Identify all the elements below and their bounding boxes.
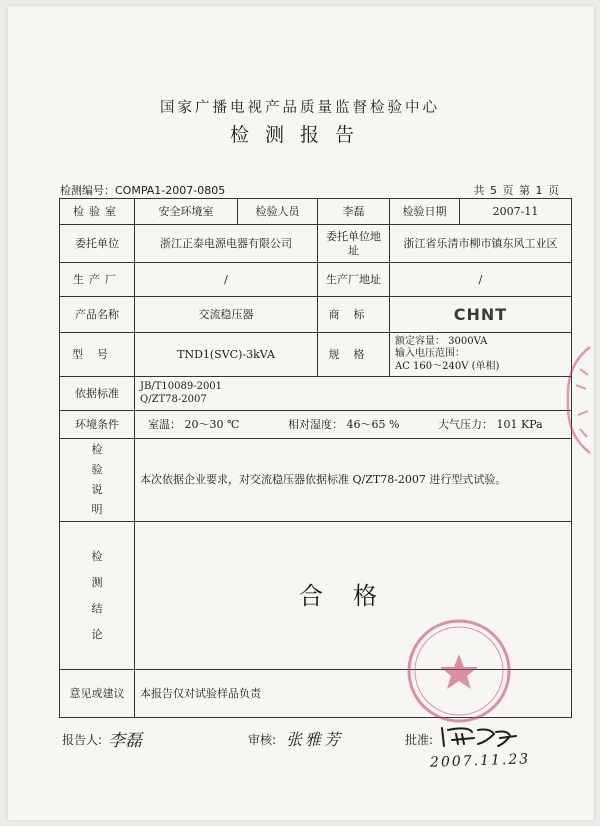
table-row: [60, 199, 572, 225]
env-humidity: 相对湿度： 46～65 %: [288, 417, 400, 431]
brand-label: 商标: [318, 297, 390, 333]
maker-value: /: [135, 263, 318, 297]
conclusion-text: 合格: [135, 522, 572, 670]
label-char: 测: [91, 575, 103, 589]
table-row: [60, 225, 572, 263]
env-pressure: 大气压力： 101 KPa: [438, 417, 543, 431]
product-label: 产品名称: [60, 297, 135, 333]
spec-value: [390, 333, 572, 377]
remarks-text: 本报告仅对试验样品负责: [135, 670, 572, 718]
spec-label: 规格: [318, 333, 390, 377]
spec-line: 输入电压范围：: [395, 348, 465, 360]
report-title: 检测报告: [229, 124, 370, 146]
approver-signature: [438, 722, 528, 750]
inspector-label: 检验人员: [238, 199, 318, 225]
maker-address-label: 生产厂地址: [318, 263, 390, 297]
conclusion-label: [60, 522, 135, 670]
table-row: [60, 297, 572, 333]
table-row: [60, 411, 572, 439]
brand-value: [390, 297, 572, 333]
remarks-label: 意见或建议: [60, 670, 135, 718]
label-char: 明: [91, 503, 103, 516]
date-label: 检验日期: [390, 199, 460, 225]
label-char: 检: [91, 549, 103, 563]
client-address-label: 委托单位地址: [318, 225, 390, 263]
inspection-stamp: [404, 616, 514, 726]
date-value: 2007-11: [460, 199, 572, 225]
spec-line: AC 160～240V (单相): [395, 360, 500, 372]
standard-line: JB/T10089-2001: [140, 381, 223, 392]
reviewer-label: 审核:: [248, 733, 277, 747]
client-label: 委托单位: [60, 225, 135, 263]
spec-line: 额定容量： 3000VA: [395, 335, 488, 347]
report-number-value: COMPA1-2007-0805: [115, 184, 226, 197]
maker-label: 生产厂: [60, 263, 135, 297]
reporter-label: 报告人:: [62, 733, 103, 747]
side-seal: [560, 345, 596, 455]
approve-date: 2007.11.23: [429, 751, 531, 771]
table-row: [60, 377, 572, 411]
reviewer-signature: 张雅芳: [286, 730, 344, 749]
standard-label: 依据标准: [60, 377, 135, 411]
lab-value: 安全环境室: [135, 199, 238, 225]
lab-label: 检验室: [60, 199, 135, 225]
table-row: [60, 263, 572, 297]
chnt-logo: CHNT: [453, 304, 508, 324]
client-address-value: 浙江省乐清市柳市镇东风工业区: [390, 225, 572, 263]
label-char: 检: [91, 443, 103, 456]
inspector-value: 李磊: [318, 199, 390, 225]
page-info: 共 5 页 第 1 页: [473, 184, 560, 197]
report-number: [60, 182, 225, 198]
model-value: TND1(SVC)-3kVA: [135, 333, 318, 377]
table-row: [60, 333, 572, 377]
report-number-label: 检测编号：: [60, 184, 115, 197]
environment-label: 环境条件: [60, 411, 135, 439]
label-char: 结: [91, 601, 103, 615]
maker-address-value: /: [390, 263, 572, 297]
organization-name: 国家广播电视产品质量监督检验中心: [160, 100, 440, 116]
environment-value: [135, 411, 572, 439]
standard-line: Q/ZT78-2007: [140, 393, 207, 405]
approver-label: 批准:: [405, 733, 434, 747]
reporter-signature: 李磊: [108, 731, 142, 751]
label-char: 说: [91, 483, 103, 496]
description-label: [60, 439, 135, 522]
model-label: 型号: [60, 333, 135, 377]
description-text: 本次依据企业要求，对交流稳压器依据标准 Q/ZT78-2007 进行型式试验。: [135, 439, 572, 522]
product-value: 交流稳压器: [135, 297, 318, 333]
env-temperature: 室温： 20～30 ℃: [148, 417, 240, 431]
standard-value: [135, 377, 572, 411]
table-row: [60, 439, 572, 522]
label-char: 验: [91, 463, 103, 476]
label-char: 论: [91, 627, 103, 641]
client-value: 浙江正泰电源电器有限公司: [135, 225, 318, 263]
